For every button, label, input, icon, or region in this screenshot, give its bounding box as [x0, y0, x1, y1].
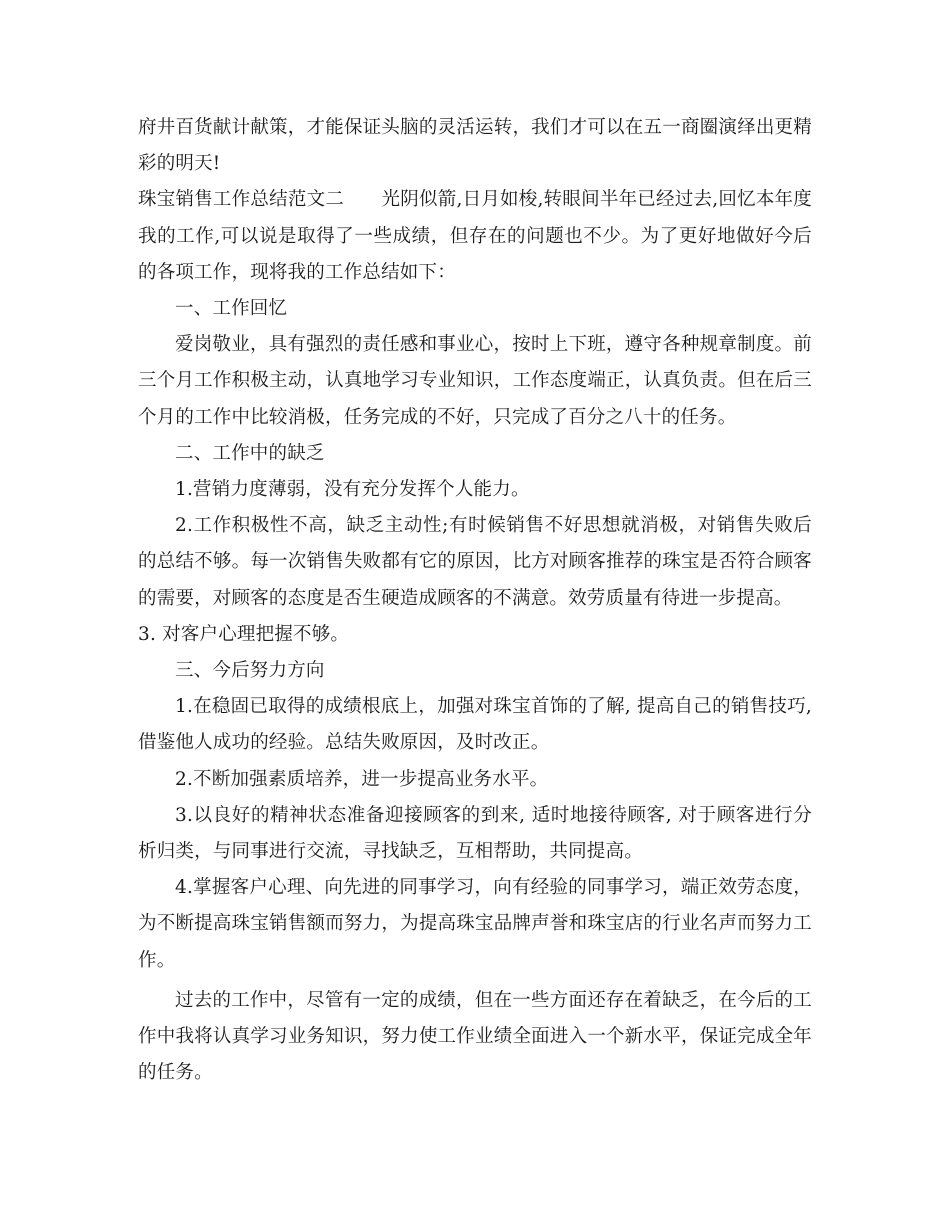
list-item-shortcoming-2: 2.工作积极性不高，缺乏主动性;有时候销售不好思想就消极，对销售失败后的总结不够。每一次销售失败都有它的原因，比方对顾客推荐的珠宝是否符合顾客的需要，对顾客的态度是否生硬造成顾客的不满意。效劳质量有待进一步提高。 [138, 515, 812, 609]
list-item-direction-3: 3.以良好的精神状态准备迎接顾客的到来, 适时地接待顾客, 对于顾客进行分析归类，与同事进行交流，寻找缺乏，互相帮助，共同提高。 [138, 804, 812, 863]
list-item-direction-4: 4.掌握客户心理、向先进的同事学习，向有经验的同事学习，端正效劳态度，为不断提高珠宝销售额而努力，为提高珠宝品牌声誉和珠宝店的行业名声而努力工作。 [138, 877, 812, 971]
section-heading-direction: 三、今后努力方向 [175, 660, 325, 682]
document-page [138, 110, 812, 1091]
list-item-shortcoming-1: 1.营销力度薄弱，没有充分发挥个人能力。 [175, 479, 530, 501]
paragraph-closing-continuation: 府井百货献计献策，才能保证头脑的灵活运转，我们才可以在五一商圈演绎出更精彩的明天! [138, 117, 812, 175]
list-item-direction-1: 1.在稳固已取得的成绩根底上，加强对珠宝首饰的了解, 提高自己的销售技巧, 借鉴他人成功的经验。总结失败原因，及时改正。 [138, 696, 812, 754]
list-item-direction-2: 2.不断加强素质培养，进一步提高业务水平。 [175, 768, 549, 790]
list-item-shortcoming-3: 3. 对客户心理把握不够。 [138, 623, 350, 645]
section-heading-shortcomings: 二、工作中的缺乏 [175, 442, 325, 464]
paragraph-title-intro: 珠宝销售工作总结范文二 光阴似箭,日月如梭,转眼间半年已经过去,回忆本年度我的工作,可以说是取得了一些成绩，但存在的问题也不少。为了更好地做好今后的各项工作，现将我的工作总结如下： [138, 189, 812, 283]
paragraph-conclusion: 过去的工作中，尽管有一定的成绩，但在一些方面还存在着缺乏，在今后的工作中我将认真学习业务知识，努力使工作业绩全面进入一个新水平，保证完成全年的任务。 [138, 989, 812, 1084]
section-heading-review: 一、工作回忆 [175, 298, 288, 320]
paragraph-review-body: 爱岗敬业，具有强烈的责任感和事业心，按时上下班，遵守各种规章制度。前三个月工作积极主动，认真地学习专业知识，工作态度端正，认真负责。但在后三个月的工作中比较消极，任务完成的不好，只完成了百分之八十的任务。 [138, 334, 812, 428]
